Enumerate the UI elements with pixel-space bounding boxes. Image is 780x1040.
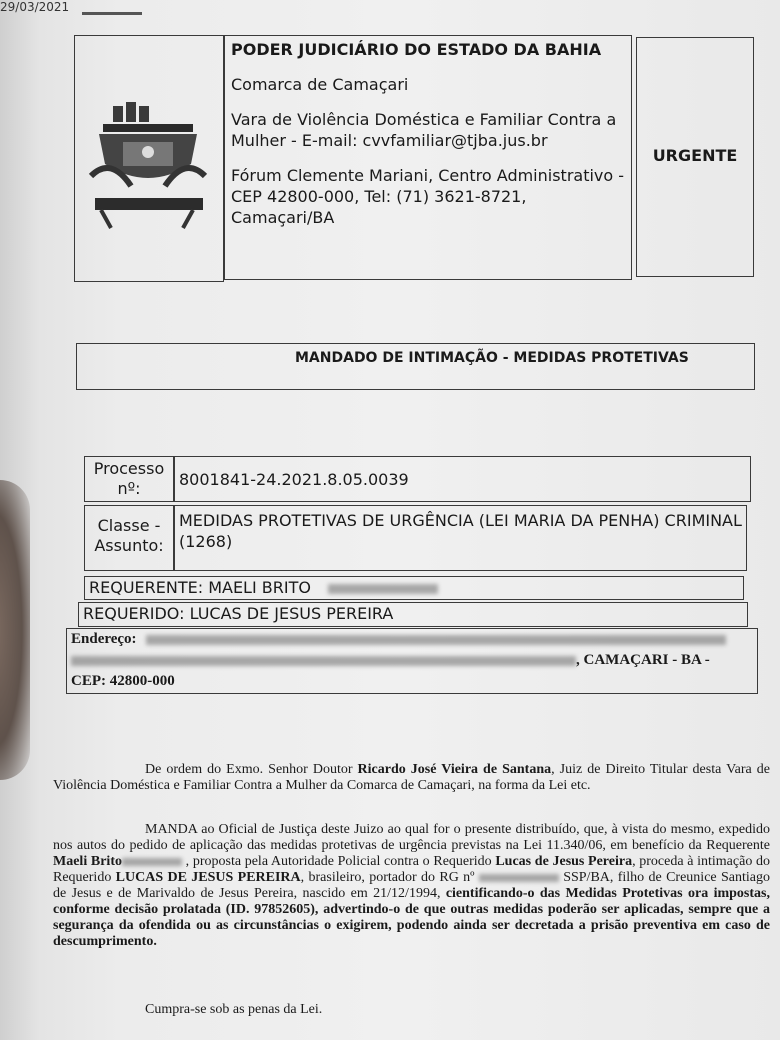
redacted-address-line2 (71, 656, 576, 666)
processo-value-cell (174, 456, 751, 502)
redacted-requerente-surname (122, 858, 182, 866)
p2-text-e: SSP/BA, filho de Creunice Santiago de Jesus e de Marivaldo de Jesus Pereira, nascido em 21/12/1994, (53, 870, 770, 901)
urgent-box (636, 37, 754, 277)
bahia-coat-of-arms-icon (75, 36, 223, 281)
p2-text-d: , brasileiro, portador do RG nº (300, 870, 479, 885)
processo-number: 8001841-24.2021.8.05.0039 (179, 470, 409, 489)
court-info-box (224, 35, 632, 280)
p2-text-c: , proceda à intimação do Requerido (53, 854, 770, 885)
urgent-label: URGENTE (652, 146, 738, 165)
redacted-surname (328, 584, 438, 594)
requerido-label: REQUERIDO: LUCAS DE JESUS PEREIRA (83, 604, 394, 623)
paragraph-ordem (53, 762, 770, 794)
mandado-title: MANDADO DE INTIMAÇÃO - MEDIDAS PROTETIVAS (295, 350, 689, 366)
vara-info: Vara de Violência Doméstica e Familiar Contra a Mulher - E-mail: cvvfamiliar@tjba.jus.br (231, 110, 617, 150)
p2-text-a: MANDA ao Oficial de Justiça deste Juizo ao qual for o presente distribuído, que, à vista do mesmo, expedido nos autos do pedido de aplicação das medidas protetivas de urgência previstas na Lei 11.340/06, em benefício da Requerente (53, 822, 770, 853)
date-stamp: 29/03/2021 (0, 0, 70, 14)
redacted-rg (479, 874, 559, 882)
comarca-label: Comarca de Camaçari (231, 75, 409, 94)
paragraph-cumpra (53, 1002, 770, 1018)
processo-label: Processo nº: (93, 459, 165, 498)
endereco-cell (66, 628, 758, 694)
requerido-row (78, 602, 748, 627)
court-title: PODER JUDICIÁRIO DO ESTADO DA BAHIA (231, 40, 602, 59)
thumb-shadow (0, 480, 30, 780)
p1-text-b: , Juiz de Direito Titular desta Vara de Violência Doméstica e Familiar Contra a Mulher da Comarca de Camaçari, na forma da Lei etc. (53, 762, 770, 793)
forum-address: Fórum Clemente Mariani, Centro Administrativo - CEP 42800-000, Tel: (71) 3621-8721, Camaçari/BA (231, 166, 625, 227)
paragraph-manda (53, 822, 770, 950)
endereco-label: Endereço: (71, 631, 137, 647)
requerido-name: Lucas de Jesus Pereira (495, 854, 633, 869)
classe-label: Classe - Assunto: (94, 516, 164, 555)
endereco-city: , CAMAÇARI - BA - (576, 652, 710, 668)
redacted-address-line1 (146, 635, 726, 645)
crest-box (74, 35, 224, 282)
requerente-name: Maeli Brito (53, 854, 122, 869)
cumpra-text: Cumpra-se sob as penas da Lei. (145, 1002, 323, 1017)
classe-value-cell (174, 505, 747, 571)
top-mark (82, 12, 142, 15)
processo-label-cell (84, 456, 174, 502)
judge-name: Ricardo José Vieira de Santana (357, 762, 552, 777)
p2-bold-warning: cientificando-o das Medidas Protetivas ora impostas, conforme decisão prolatada (ID. 97852605), advertindo-o de que outras medidas poderão ser aplicadas, sempre que a segurança da ofendida ou as circunstâncias o exigirem, podendo ainda ser decretada a prisão preventiva em caso de descumprimento. (53, 886, 770, 949)
requerente-row (84, 576, 744, 600)
requerente-label: REQUERENTE: MAELI BRITO (89, 578, 311, 597)
p1-text-a: De ordem do Exmo. Senhor Doutor (145, 762, 358, 777)
p2-text-b: , proposta pela Autoridade Policial contra o Requerido (181, 854, 496, 869)
requerido-name-caps: LUCAS DE JESUS PEREIRA (115, 870, 301, 885)
mandado-title-box (76, 343, 755, 390)
endereco-cep: CEP: 42800-000 (71, 673, 175, 689)
classe-label-cell (84, 505, 174, 571)
classe-value: MEDIDAS PROTETIVAS DE URGÊNCIA (LEI MARIA DA PENHA) CRIMINAL (1268) (179, 511, 742, 551)
